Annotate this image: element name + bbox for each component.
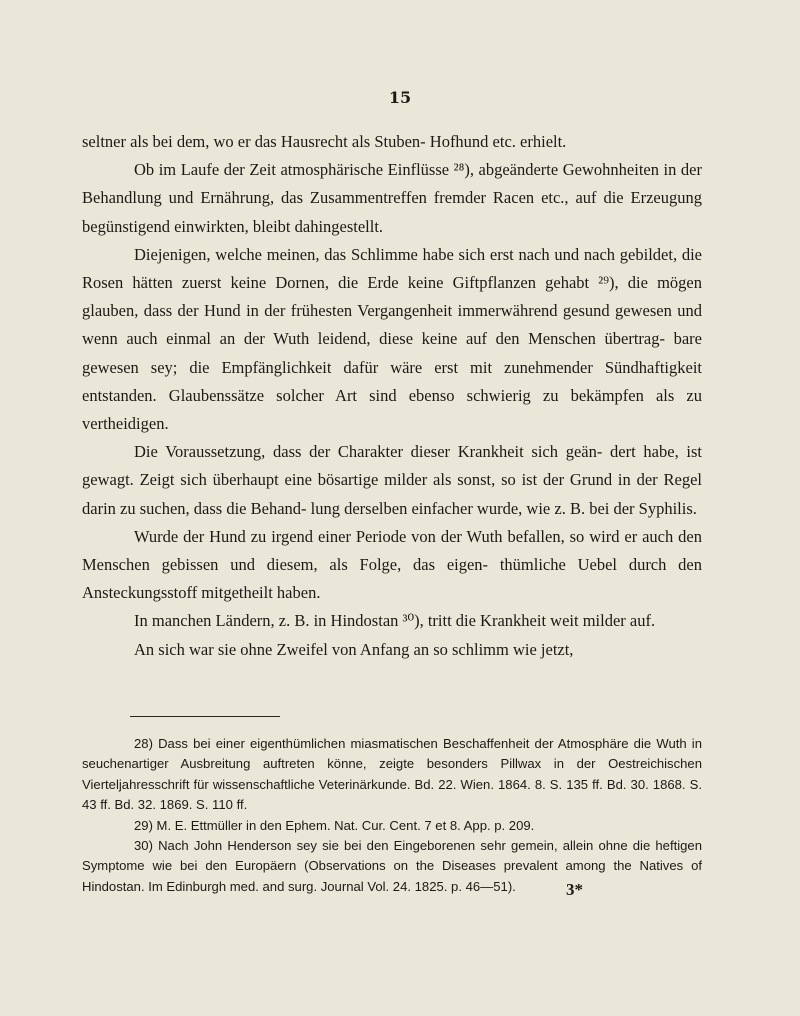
page-number: 15 [388,88,412,107]
paragraph: Ob im Laufe der Zeit atmosphärische Einflüsse ²⁸), abgeänderte Gewohnheiten in der Behandlung und Ernährung, das Zusammentreffen fremder Racen etc., auf die Erzeugung begünstigend einwirkten, bleibt dahingestellt. [82,160,702,236]
paragraph: An sich war sie ohne Zweifel von Anfang an so schlimm wie jetzt, [134,639,574,659]
footnote-30: 30) Nach John Henderson sey sie bei den Eingeborenen sehr gemein, allein ohne die heftigen Symptome wie bei den Europäern (Observations on the Diseases prevalent among the Natives of Hindostan. Im Edinburgh med. and surg. Journal Vol. 24. 1825. p. 46—51). [82,838,702,894]
footnote-divider [130,716,280,717]
paragraph-continuation: seltner als bei dem, wo er das Hausrecht als Stuben- Hofhund etc. erhielt. [82,132,567,151]
signature-mark: 3* [566,880,583,899]
paragraph: Diejenigen, welche meinen, das Schlimme habe sich erst nach und nach gebildet, die Rosen hätten zuerst keine Dornen, die Erde keine Giftpflanzen gehabt ²⁹), die mögen glauben, dass der Hund in der frühesten Vergangenheit immerwährend gesund gewesen und wenn auch einmal an der Wuth leidend, diese keine auf den Menschen übertrag- bare gewesen sey; die Empfänglichkeit dafür wäre erst mit zunehmender Sündhaftigkeit entstanden. Glaubenssätze solcher Art sind ebenso schwierig zu bekämpfen als zu vertheidigen. [82,244,702,434]
main-text [82,128,702,664]
paragraph: In manchen Ländern, z. B. in Hindostan ³⁰), tritt die Krankheit weit milder auf. [134,611,656,631]
footnote-29: 29) M. E. Ettmüller in den Ephem. Nat. Cur. Cent. 7 et 8. App. p. 209. [134,817,535,833]
footnote-28: 28) Dass bei einer eigenthümlichen miasmatischen Beschaffenheit der Atmosphäre die Wuth in seuchenartiger Ausbreitung auftreten könne, zeigte besonders Pillwax in der Oestreichischen Vierteljahresschrift für wissenschaftliche Veterinärkunde. Bd. 22. Wien. 1864. 8. S. 135 ff. Bd. 30. 1868. S. 43 ff. Bd. 32. 1869. S. 110 ff. [82,736,702,813]
paragraph: Die Voraussetzung, dass der Charakter dieser Krankheit sich geän- dert habe, ist gewagt. Zeigt sich überhaupt eine bösartige milder als sonst, so ist der Grund in der Regel darin zu suchen, dass die Behand- lung derselben einfacher wurde, wie z. B. bei der Syphilis. [82,442,702,518]
footnotes [82,734,702,897]
paragraph: Wurde der Hund zu irgend einer Periode von der Wuth befallen, so wird er auch den Menschen gebissen und diesem, als Folge, das eigen- thümliche Uebel durch den Ansteckungsstoff mitgetheilt haben. [82,526,702,603]
